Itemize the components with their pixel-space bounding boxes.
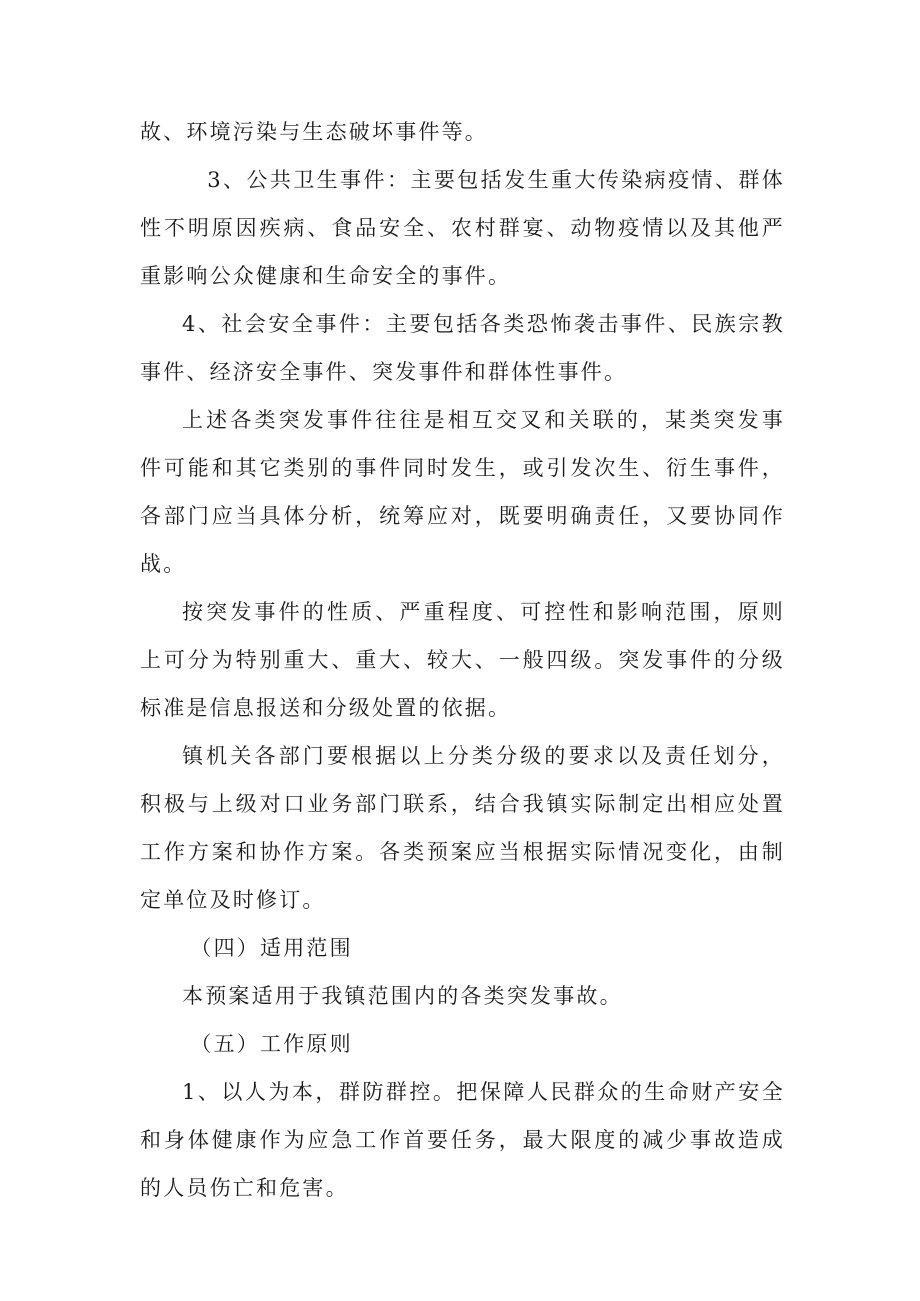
paragraph-public-health: 3、公共卫生事件：主要包括发生重大传染病疫情、群体性不明原因疾病、食品安全、农村群宴、动物疫情以及其他严重影响公众健康和生命安全的事件。 [140,168,785,288]
document-body [140,108,785,1212]
paragraph-social-safety: 4、社会安全事件：主要包括各类恐怖袭击事件、民族宗教事件、经济安全事件、突发事件和群体性事件。 [140,312,785,384]
section-heading-scope: （四）适用范围 [190,936,353,960]
paragraph-interrelation: 上述各类突发事件往往是相互交叉和关联的，某类突发事件可能和其它类别的事件同时发生，或引发次生、衍生事件，各部门应当具体分析，统筹应对，既要明确责任，又要协同作战。 [140,408,785,576]
section-heading-principles: （五）工作原则 [190,1032,353,1056]
paragraph-classification: 按突发事件的性质、严重程度、可控性和影响范围，原则上可分为特别重大、重大、较大、一般四级。突发事件的分级标准是信息报送和分级处置的依据。 [140,600,785,720]
paragraph-principle-1: 1、以人为本，群防群控。把保障人民群众的生命财产安全和身体健康作为应急工作首要任务，最大限度的减少事故造成的人员伤亡和危害。 [140,1080,785,1200]
paragraph-departments: 镇机关各部门要根据以上分类分级的要求以及责任划分，积极与上级对口业务部门联系，结合我镇实际制定出相应处置工作方案和协作方案。各类预案应当根据实际情况变化，由制定单位及时修订。 [140,744,785,912]
paragraph-continuation: 故、环境污染与生态破坏事件等。 [140,120,488,144]
paragraph-scope: 本预案适用于我镇范围内的各类突发事故。 [182,984,623,1008]
